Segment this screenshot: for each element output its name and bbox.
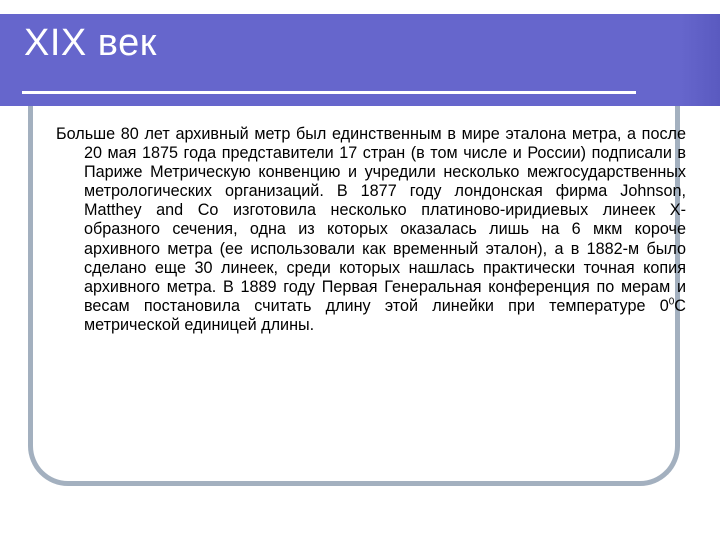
superscript-zero: 0: [668, 296, 675, 308]
title-underline: [22, 91, 636, 94]
body-text-main: Больше 80 лет архивный метр был единственным в мире эталона метра, а после 20 мая 1875 года представители 17 стран (в том числе и России) подписали в Париже Метрическую конвенцию и учредили несколько межгосударственных метрологических организаций. В 1877 году лондонская фирма Johnson, Matthey and Co изготовила несколько платиново-иридиевых линеек Х-образного сечения, одна из которых оказалась лишь на 6 мкм короче архивного метра (ее использовали как временный эталон), а в 1882-м было сделано еще 30 линеек, среди которых нашлась практически точная копия архивного метра. В 1889 году Первая Генеральная конференция по мерам и весам постановила считать длину этой линейки при температуре 0: [56, 125, 686, 315]
body-text-end: С метрической единицей длины.: [84, 296, 686, 334]
slide-title: XIX век: [24, 22, 157, 64]
slide-body-text: [56, 125, 686, 335]
